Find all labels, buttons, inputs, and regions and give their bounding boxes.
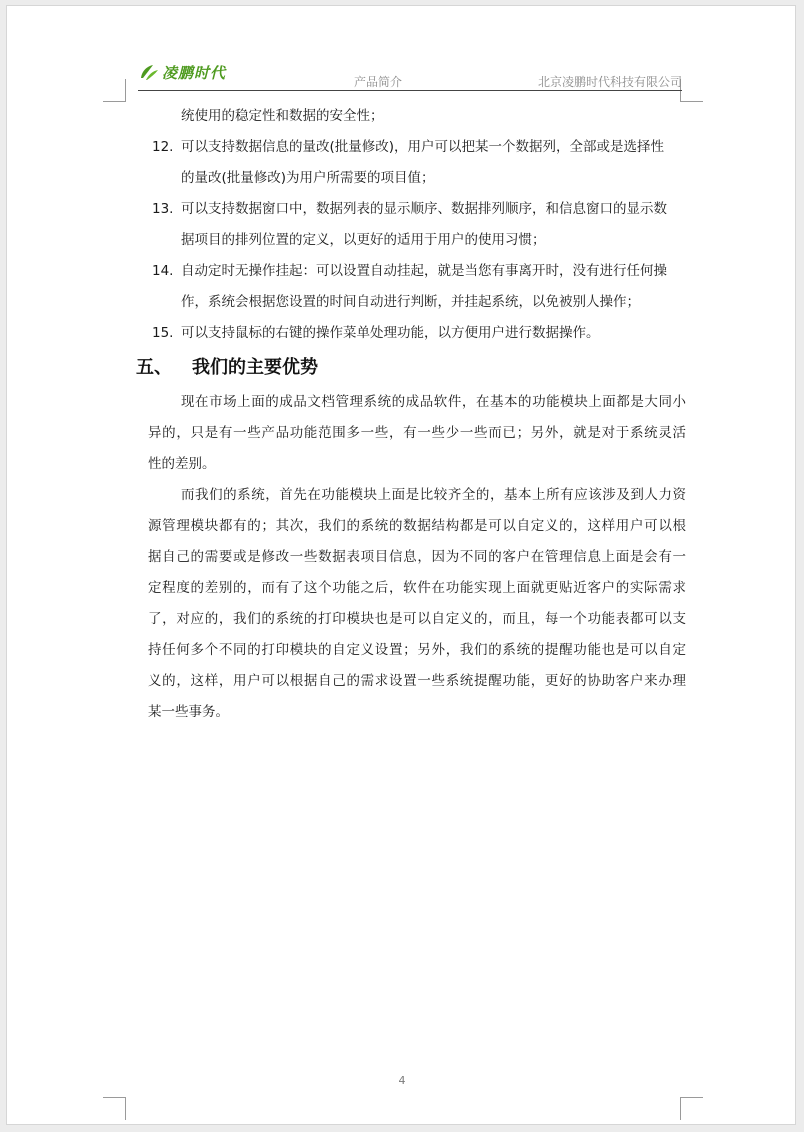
paragraph-line: 义的，这样，用户可以根据自己的需求设置一些系统提醒功能，更好的协助客户来办理 (148, 673, 686, 689)
list-text: 的量改(批量修改)为用户所需要的项目值； (181, 170, 435, 186)
paragraph-line: 而我们的系统，首先在功能模块上面是比较齐全的，基本上所有应该涉及到人力资 (181, 487, 686, 503)
header-company-name: 北京凌鹏时代科技有限公司 (537, 75, 682, 89)
list-number: 14. (152, 263, 174, 279)
section-title: 我们的主要优势 (192, 357, 318, 378)
crop-mark-top-left (103, 79, 126, 102)
crop-mark-bottom-right (680, 1097, 703, 1120)
list-item-11-continuation: 统使用的稳定性和数据的安全性； (181, 108, 384, 124)
paragraph-line: 定程度的差别的，而有了这个功能之后，软件在功能实现上面就更贴近客户的实际需求 (148, 580, 686, 596)
crop-mark-bottom-left (103, 1097, 126, 1120)
list-text: 可以支持数据窗口中，数据列表的显示顺序、数据排列顺序，和信息窗口的显示数 (181, 201, 667, 217)
paragraph-line: 源管理模块都有的；其次，我们的系统的数据结构都是可以自定义的，这样用户可以根 (148, 518, 686, 534)
paragraph-line: 现在市场上面的成品文档管理系统的成品软件，在基本的功能模块上面都是大同小 (181, 394, 686, 410)
list-item-14 (130, 256, 686, 318)
document-page (6, 5, 796, 1125)
list-item-13 (130, 194, 686, 256)
list-item-12 (130, 132, 686, 194)
section-number: 五、 (136, 357, 172, 378)
paragraph-our-system (130, 480, 686, 728)
paragraph-line: 异的，只是有一些产品功能范围多一些，有一些少一些而已；另外，就是对于系统灵活 (148, 425, 686, 441)
paragraph-line: 持任何多个不同的打印模块的自定义设置；另外，我们的系统的提醒功能也是可以自定 (148, 642, 686, 658)
logo-text: 凌鹏时代 (162, 63, 227, 82)
list-text: 可以支持数据信息的量改(批量修改)，用户可以把某一个数据列，全部或是选择性 (181, 139, 665, 155)
paragraph-line: 了，对应的，我们的系统的打印模块也是可以自定义的，而且，每一个功能表都可以支 (148, 611, 686, 627)
leaf-logo-icon (138, 61, 160, 83)
crop-mark-top-right (680, 79, 703, 102)
paragraph-line: 某一些事务。 (148, 704, 229, 720)
section-heading (130, 349, 686, 387)
company-logo (138, 60, 226, 84)
list-number: 15. (152, 325, 174, 341)
header-section-title: 产品简介 (354, 75, 403, 89)
paragraph-line: 据自己的需要或是修改一些数据表项目信息，因为不同的客户在管理信息上面是会有一 (148, 549, 686, 565)
page-body (130, 101, 686, 728)
list-number: 12. (152, 139, 174, 155)
list-item-15 (130, 318, 686, 349)
list-number: 13. (152, 201, 174, 217)
page-number: 4 (398, 1074, 406, 1087)
list-text: 可以支持鼠标的右键的操作菜单处理功能，以方便用户进行数据操作。 (181, 325, 600, 341)
list-text: 自动定时无操作挂起：可以设置自动挂起，就是当您有事离开时，没有进行任何操 (181, 263, 667, 279)
list-text: 据项目的排列位置的定义，以更好的适用于用户的使用习惯； (181, 232, 546, 248)
paragraph-line: 性的差别。 (148, 456, 216, 472)
paragraph-market (130, 387, 686, 480)
list-text: 作，系统会根据您设置的时间自动进行判断，并挂起系统，以免被别人操作； (181, 294, 640, 310)
page-header (138, 60, 682, 91)
